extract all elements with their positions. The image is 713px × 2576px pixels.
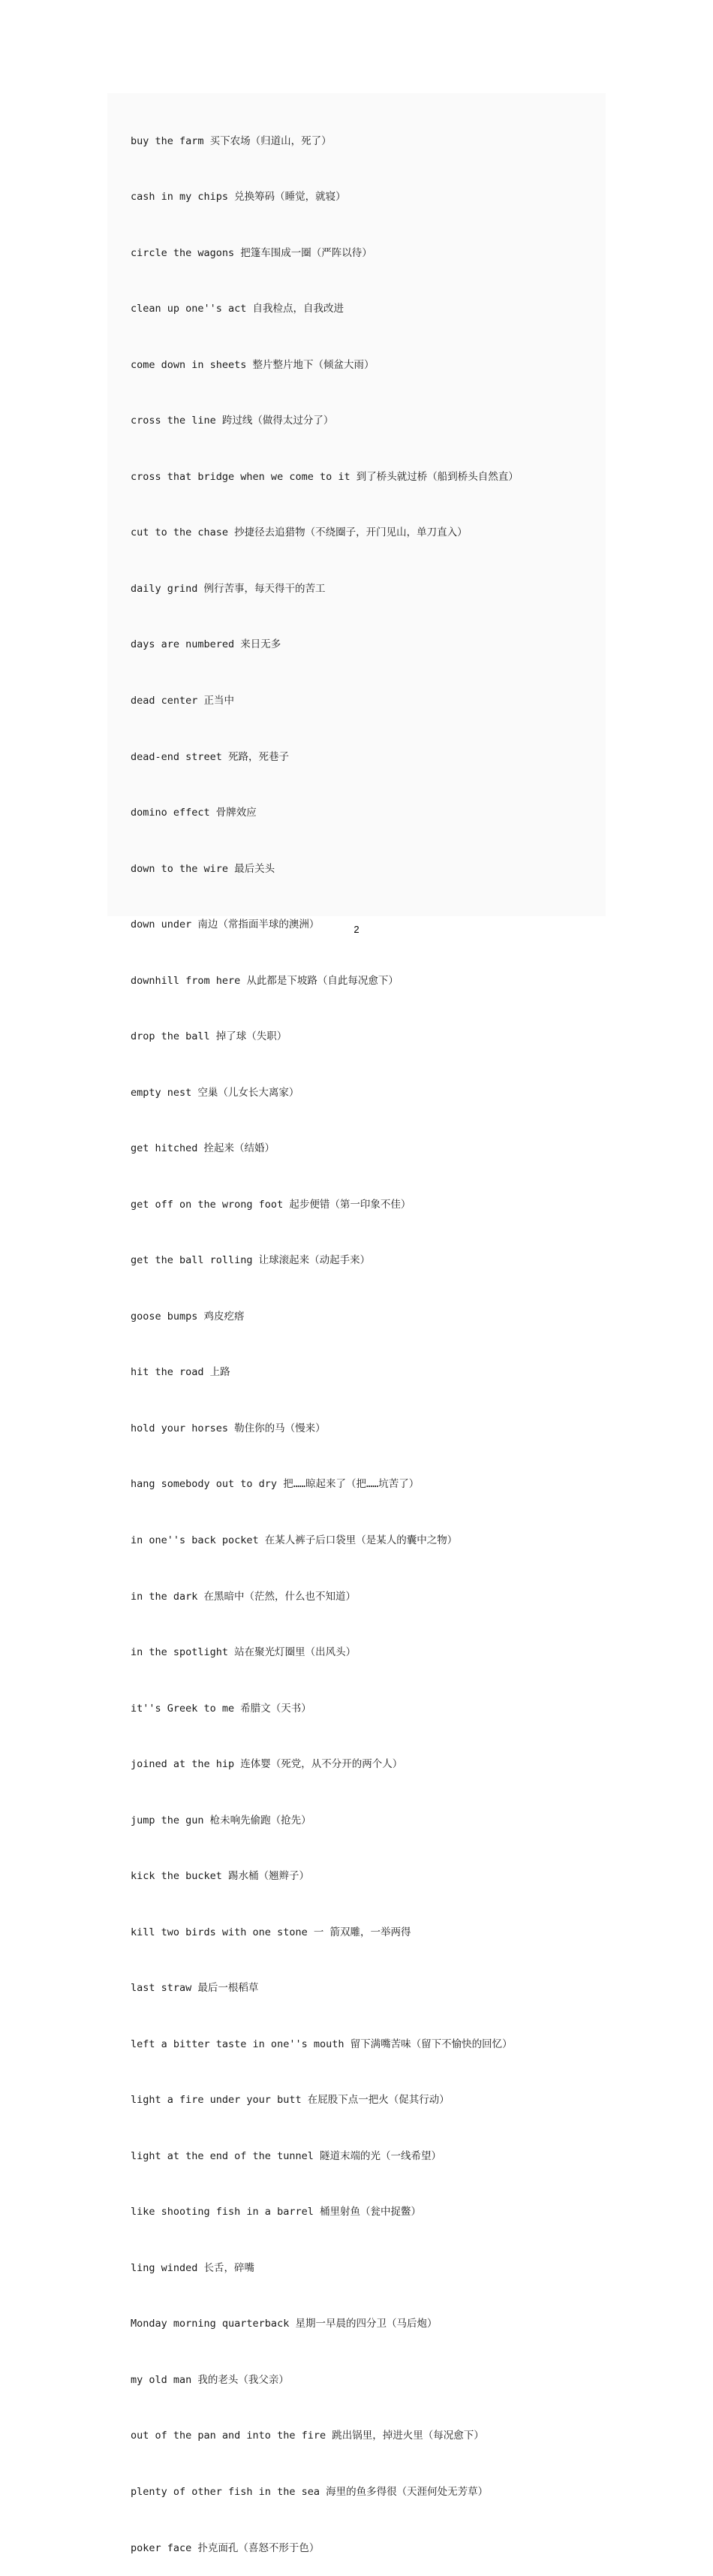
phrase-line: kick the bucket 踢水桶（翘辫子） <box>131 1870 310 1883</box>
phrase-line: last straw 最后一根稻草 <box>131 1982 259 1995</box>
phrase-line: get the ball rolling 让球滚起来（动起手来） <box>131 1254 371 1267</box>
phrase-line: down under 南边（常指面半球的澳洲） <box>131 918 320 931</box>
phrase-list <box>131 95 519 2576</box>
phrase-line: down to the wire 最后关头 <box>131 862 275 875</box>
phrase-line: it''s Greek to me 希腊文（天书） <box>131 1702 311 1715</box>
phrase-line: dead center 正当中 <box>131 695 235 707</box>
phrase-line: get off on the wrong foot 起步便错（第一印象不佳） <box>131 1198 411 1211</box>
phrase-line: buy the farm 买下农场（归道山，死了） <box>131 134 332 147</box>
phrase-line: come down in sheets 整片整片地下（倾盆大雨） <box>131 358 375 371</box>
phrase-line: days are numbered 来日无多 <box>131 638 281 651</box>
phrase-line: kill two birds with one stone 一 箭双雕，一举两得 <box>131 1926 411 1938</box>
phrase-line: light at the end of the tunnel 隧道末端的光（一线希望） <box>131 2149 441 2162</box>
phrase-line: hold your horses 勒住你的马（慢来） <box>131 1422 326 1434</box>
phrase-line: hit the road 上路 <box>131 1366 230 1379</box>
phrase-line: cross the line 跨过线（做得太过分了） <box>131 415 334 427</box>
phrase-line: dead-end street 死路，死巷子 <box>131 750 290 763</box>
phrase-line: hang somebody out to dry 把……晾起来了（把……坑苦了） <box>131 1478 420 1491</box>
phrase-line: empty nest 空巢（儿女长大离家） <box>131 1086 299 1099</box>
phrase-line: poker face 扑克面孔（喜怒不形于色） <box>131 2541 320 2554</box>
phrase-line: in the spotlight 站在聚光灯圈里（出风头） <box>131 1646 356 1659</box>
page-number: 2 <box>353 924 360 935</box>
phrase-line: downhill from here 从此都是下坡路（自此每况愈下） <box>131 974 399 987</box>
phrase-line: my old man 我的老头（我父亲） <box>131 2373 289 2386</box>
phrase-line: get hitched 拴起来（结婚） <box>131 1142 275 1155</box>
phrase-line: cross that bridge when we come to it 到了桥头就过桥（船到桥头自然直） <box>131 470 519 483</box>
phrase-line: jump the gun 枪未响先偷跑（抢先） <box>131 1814 311 1826</box>
phrase-line: cut to the chase 抄捷径去追猎物（不绕圈子，开门见山，单刀直入） <box>131 526 468 539</box>
phrase-line: cash in my chips 兑换筹码（睡觉，就寝） <box>131 191 346 204</box>
phrase-line: left a bitter taste in one''s mouth 留下满嘴苦味（留下不愉快的回忆） <box>131 2038 513 2050</box>
phrase-line: light a fire under your butt 在屁股下点一把火（促其行动） <box>131 2094 450 2107</box>
phrase-line: domino effect 骨牌效应 <box>131 807 257 819</box>
phrase-line: joined at the hip 连体婴（死党，从不分开的两个人） <box>131 1758 403 1771</box>
phrase-line: ling winded 长舌，碎嘴 <box>131 2261 255 2274</box>
phrase-line: daily grind 例行苦事，每天得干的苦工 <box>131 582 326 595</box>
phrase-line: out of the pan and into the fire 跳出锅里，掉进火里（每况愈下） <box>131 2430 484 2442</box>
phrase-line: Monday morning quarterback 星期一早晨的四分卫（马后炮） <box>131 2318 438 2330</box>
phrase-line: plenty of other fish in the sea 海里的鱼多得很（天涯何处无芳草） <box>131 2486 489 2498</box>
phrase-line: in the dark 在黑暗中（茫然，什么也不知道） <box>131 1590 356 1603</box>
phrase-line: like shooting fish in a barrel 桶里射鱼（瓮中捉鳖） <box>131 2206 421 2219</box>
phrase-line: clean up one''s act 自我检点，自我改进 <box>131 303 344 315</box>
phrase-line: drop the ball 掉了球（失职） <box>131 1030 287 1043</box>
phrase-line: in one''s back pocket 在某人裤子后口袋里（是某人的囊中之物） <box>131 1534 458 1546</box>
phrase-line: circle the wagons 把篷车围成一圈（严阵以待） <box>131 246 372 259</box>
phrase-line: goose bumps 鸡皮疙瘩 <box>131 1310 245 1323</box>
